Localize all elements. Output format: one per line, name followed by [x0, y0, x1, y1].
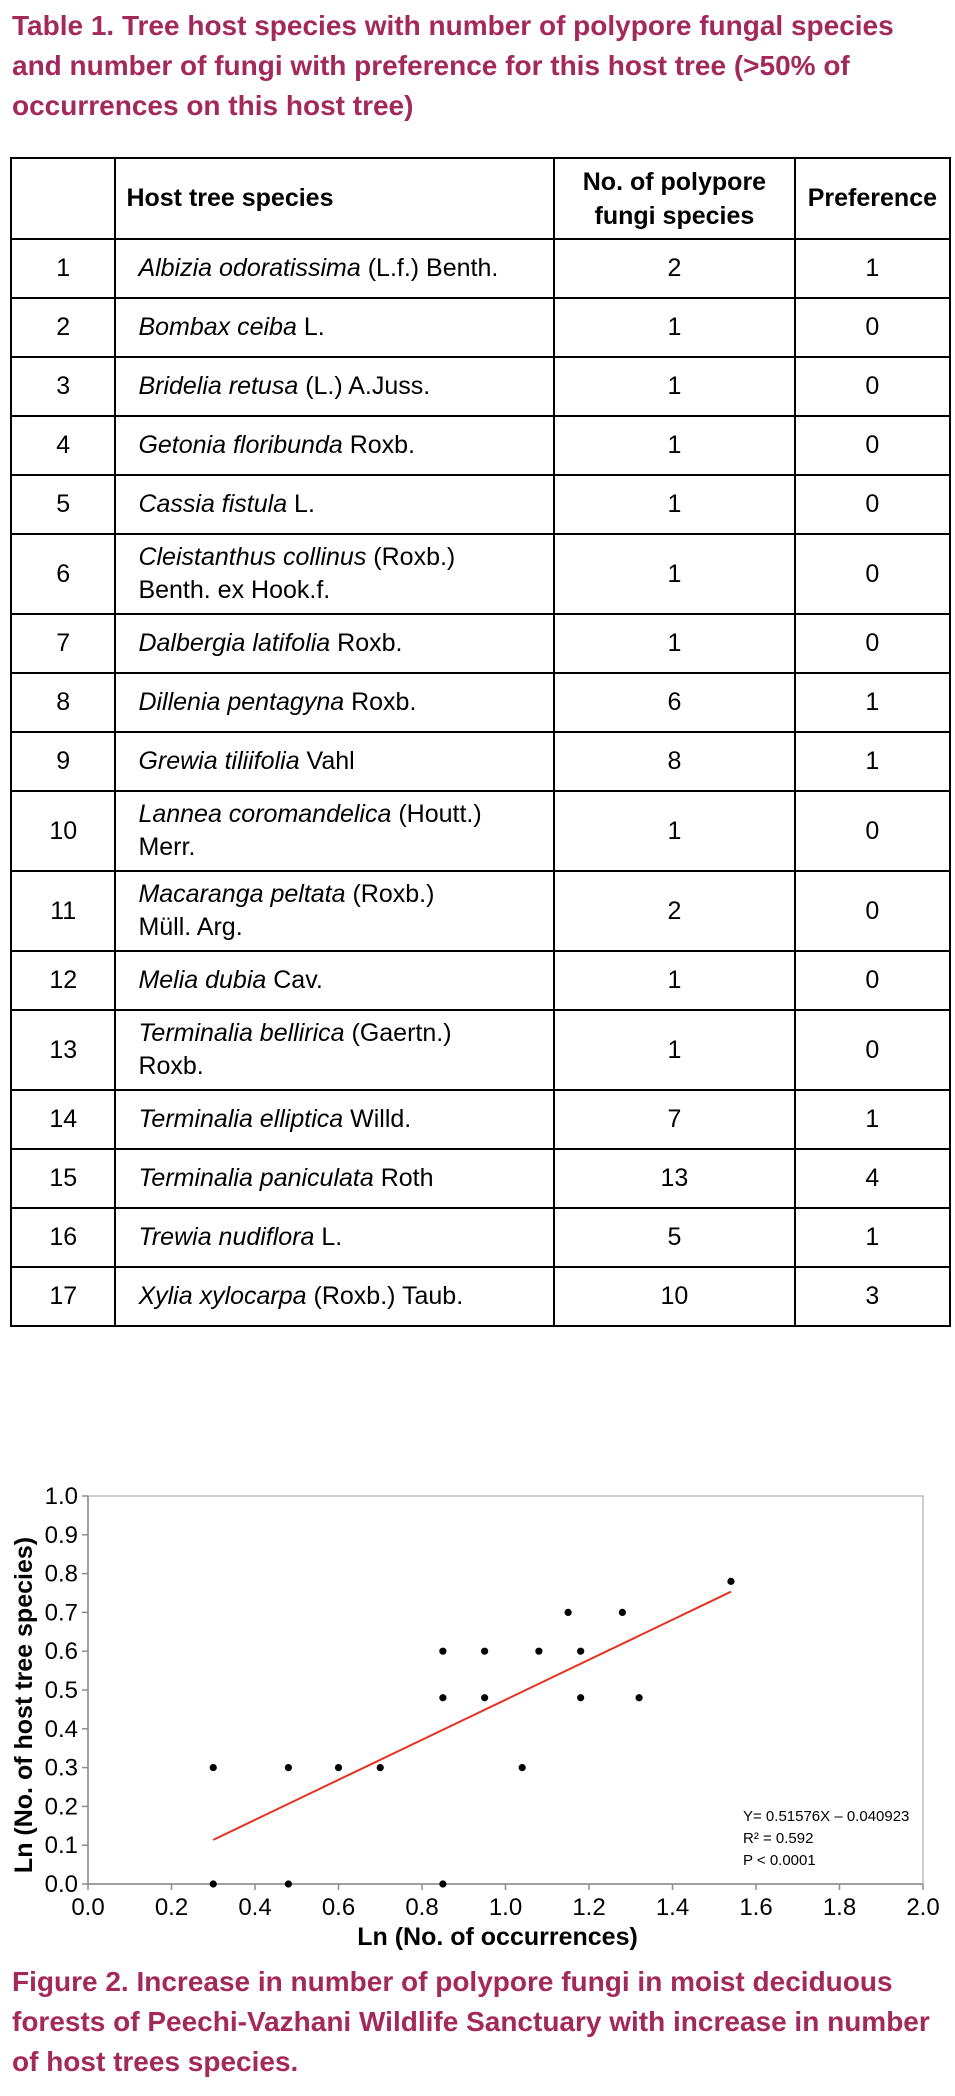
x-tick-label: 0.4	[238, 1894, 272, 1921]
species-authority: Roxb.	[330, 629, 403, 657]
x-tick-label: 1.2	[572, 1894, 606, 1921]
header-preference: Preference	[795, 158, 950, 239]
species-authority: Willd.	[343, 1105, 412, 1133]
table-row	[11, 1010, 950, 1090]
table-row	[11, 673, 950, 732]
species-authority: (Roxb.)	[366, 543, 456, 571]
x-tick-label: 0.8	[405, 1894, 439, 1921]
fungi-count-cell: 1	[554, 416, 795, 475]
data-point	[565, 1609, 572, 1616]
species-name: Macaranga peltata	[138, 880, 346, 908]
fungi-count-cell: 1	[554, 951, 795, 1010]
data-point	[377, 1764, 384, 1771]
table-row	[11, 298, 950, 357]
preference-cell: 1	[795, 239, 950, 298]
species-authority: L.	[296, 313, 325, 341]
preference-cell: 0	[795, 951, 950, 1010]
row-number: 3	[11, 357, 115, 416]
y-tick-label: 0.2	[44, 1793, 78, 1821]
species-name: Getonia floribunda	[138, 431, 343, 459]
species-name: Grewia tiliifolia	[138, 747, 300, 775]
y-tick-label: 0.8	[44, 1560, 78, 1588]
x-tick-label: 0.6	[321, 1894, 356, 1921]
header-host-tree: Host tree species	[115, 158, 554, 239]
scatter-chart	[0, 1470, 955, 1950]
fungi-count-cell: 7	[554, 1090, 795, 1149]
fungi-count-cell: 1	[554, 614, 795, 673]
preference-cell: 0	[795, 1010, 950, 1090]
row-number: 12	[11, 951, 115, 1010]
x-tick-label: 0.2	[154, 1894, 189, 1921]
species-authority: (Roxb.)	[345, 880, 435, 908]
fungi-count-cell: 8	[554, 732, 795, 791]
host-species-cell	[115, 1010, 554, 1090]
data-point	[727, 1578, 734, 1585]
table-row	[11, 951, 950, 1010]
fungi-count-cell: 1	[554, 1010, 795, 1090]
table-row	[11, 1208, 950, 1267]
species-name: Terminalia paniculata	[138, 1164, 374, 1192]
header-fungi-line1: No. of polypore	[582, 167, 767, 196]
species-name: Cleistanthus collinus	[138, 543, 367, 571]
table-row	[11, 416, 950, 475]
trend-line	[213, 1592, 731, 1840]
species-authority: Roxb.	[344, 688, 417, 716]
preference-cell: 0	[795, 416, 950, 475]
y-tick-label: 0.3	[44, 1754, 78, 1782]
data-point	[285, 1880, 292, 1887]
y-tick-label: 0.1	[44, 1832, 78, 1860]
preference-cell: 0	[795, 357, 950, 416]
data-point	[481, 1648, 488, 1655]
x-tick-label: 1.6	[739, 1894, 773, 1921]
species-authority-continued: Benth. ex Hook.f.	[138, 576, 331, 604]
figure-caption: Figure 2. Increase in number of polypore fungi in moist deciduous forests of Peechi-Vazhani Wildlife Sanctuary with increase in number of host trees species.	[12, 1966, 930, 2077]
header-fungi-count	[554, 158, 795, 239]
preference-cell: 4	[795, 1149, 950, 1208]
fungi-count-cell: 1	[554, 475, 795, 534]
row-number: 5	[11, 475, 115, 534]
table-row	[11, 871, 950, 951]
fungi-count-cell: 2	[554, 871, 795, 951]
species-authority-continued: Roxb.	[138, 1052, 204, 1080]
host-tree-table	[10, 157, 951, 1327]
table-row	[11, 475, 950, 534]
preference-cell: 0	[795, 871, 950, 951]
table-row	[11, 1090, 950, 1149]
table-row	[11, 239, 950, 298]
table-row	[11, 791, 950, 871]
table-row	[11, 357, 950, 416]
y-tick-label: 0.6	[44, 1638, 78, 1666]
row-number: 8	[11, 673, 115, 732]
fungi-count-cell: 13	[554, 1149, 795, 1208]
table-header-row	[11, 158, 950, 239]
species-authority: Cav.	[266, 966, 323, 994]
y-tick-label: 0.0	[44, 1871, 78, 1898]
preference-cell: 3	[795, 1267, 950, 1326]
host-species-cell	[115, 298, 554, 357]
species-authority: (Houtt.)	[391, 800, 482, 828]
fungi-count-cell: 2	[554, 239, 795, 298]
species-authority: (Roxb.) Taub.	[306, 1282, 464, 1310]
preference-cell: 0	[795, 791, 950, 871]
preference-cell: 0	[795, 534, 950, 614]
data-point	[439, 1694, 446, 1701]
row-number: 13	[11, 1010, 115, 1090]
species-name: Bombax ceiba	[138, 313, 297, 341]
species-name: Dillenia pentagyna	[138, 688, 345, 716]
host-species-cell	[115, 791, 554, 871]
host-species-cell	[115, 951, 554, 1010]
preference-cell: 0	[795, 298, 950, 357]
x-tick-label: 2.0	[906, 1894, 940, 1921]
preference-cell: 0	[795, 475, 950, 534]
plot-area-border	[88, 1496, 923, 1884]
species-authority: (L.) A.Juss.	[298, 372, 431, 400]
x-tick-label: 1.8	[822, 1894, 857, 1921]
species-authority-continued: Merr.	[138, 833, 196, 861]
row-number: 17	[11, 1267, 115, 1326]
y-tick-label: 0.7	[44, 1599, 78, 1627]
data-point	[619, 1609, 626, 1616]
species-name: Xylia xylocarpa	[138, 1282, 307, 1310]
species-name: Terminalia elliptica	[138, 1105, 344, 1133]
fungi-count-cell: 6	[554, 673, 795, 732]
fungi-count-cell: 1	[554, 357, 795, 416]
row-number: 4	[11, 416, 115, 475]
row-number: 7	[11, 614, 115, 673]
fungi-count-cell: 10	[554, 1267, 795, 1326]
data-point	[210, 1880, 217, 1887]
species-authority: Roth	[373, 1164, 434, 1192]
x-tick-label: 1.4	[655, 1894, 690, 1921]
row-number: 10	[11, 791, 115, 871]
table-row	[11, 1149, 950, 1208]
host-species-cell	[115, 732, 554, 791]
host-species-cell	[115, 1208, 554, 1267]
host-species-cell	[115, 871, 554, 951]
row-number: 1	[11, 239, 115, 298]
host-species-cell	[115, 1149, 554, 1208]
species-name: Trewia nudiflora	[138, 1223, 315, 1251]
species-authority-continued: Müll. Arg.	[138, 913, 243, 941]
species-authority: Roxb.	[342, 431, 416, 459]
data-point	[481, 1694, 488, 1701]
host-species-cell	[115, 475, 554, 534]
row-number: 6	[11, 534, 115, 614]
data-point	[636, 1694, 643, 1701]
x-tick-label: 0.0	[71, 1894, 105, 1921]
fungi-count-cell: 5	[554, 1208, 795, 1267]
y-tick-label: 0.9	[44, 1521, 78, 1549]
host-species-cell	[115, 239, 554, 298]
row-number: 14	[11, 1090, 115, 1149]
species-authority: (L.f.) Benth.	[360, 254, 499, 282]
regression-annotation: P < 0.0001	[743, 1852, 816, 1869]
x-tick-label: 1.0	[488, 1894, 523, 1921]
data-point	[439, 1648, 446, 1655]
header-fungi-line2: fungi species	[594, 201, 755, 230]
preference-cell: 1	[795, 1090, 950, 1149]
y-tick-label: 0.5	[44, 1677, 78, 1704]
fungi-count-cell: 1	[554, 298, 795, 357]
y-axis-label: Ln (No. of host tree species)	[10, 1536, 38, 1874]
preference-cell: 0	[795, 614, 950, 673]
host-species-cell	[115, 614, 554, 673]
species-name: Terminalia bellirica	[138, 1019, 345, 1047]
species-name: Melia dubia	[138, 966, 267, 994]
preference-cell: 1	[795, 732, 950, 791]
species-authority: (Gaertn.)	[344, 1019, 452, 1047]
host-species-cell	[115, 1267, 554, 1326]
species-name: Albizia odoratissima	[138, 254, 361, 282]
table-row	[11, 534, 950, 614]
data-point	[335, 1764, 342, 1771]
fungi-count-cell: 1	[554, 534, 795, 614]
row-number: 9	[11, 732, 115, 791]
species-name: Cassia fistula	[138, 490, 288, 518]
y-tick-label: 1.0	[44, 1483, 78, 1510]
preference-cell: 1	[795, 1208, 950, 1267]
data-point	[285, 1764, 292, 1771]
data-point	[577, 1648, 584, 1655]
row-number: 15	[11, 1149, 115, 1208]
header-index	[11, 158, 115, 239]
species-name: Bridelia retusa	[138, 372, 299, 400]
species-authority: Vahl	[299, 747, 355, 775]
data-point	[577, 1694, 584, 1701]
x-axis-label: Ln (No. of occurrences)	[357, 1923, 638, 1950]
table-row	[11, 732, 950, 791]
data-point	[519, 1764, 526, 1771]
table-body	[11, 239, 950, 1326]
host-species-cell	[115, 534, 554, 614]
preference-cell: 1	[795, 673, 950, 732]
species-authority: L.	[287, 490, 315, 518]
host-species-cell	[115, 357, 554, 416]
host-species-cell	[115, 673, 554, 732]
species-name: Lannea coromandelica	[138, 800, 392, 828]
table-row	[11, 614, 950, 673]
row-number: 16	[11, 1208, 115, 1267]
data-point	[439, 1880, 446, 1887]
regression-annotation: R² = 0.592	[743, 1830, 814, 1847]
table-row	[11, 1267, 950, 1326]
table-caption: Table 1. Tree host species with number of polypore fungal species and number of fungi with preference for this host tree (>50% of occurrences on this host tree)	[12, 10, 894, 121]
species-name: Dalbergia latifolia	[138, 629, 331, 657]
data-point	[535, 1648, 542, 1655]
regression-annotation: Y= 0.51576X – 0.040923	[743, 1808, 910, 1825]
fungi-count-cell: 1	[554, 791, 795, 871]
host-species-cell	[115, 1090, 554, 1149]
row-number: 2	[11, 298, 115, 357]
host-species-cell	[115, 416, 554, 475]
y-tick-label: 0.4	[44, 1715, 78, 1743]
row-number: 11	[11, 871, 115, 951]
species-authority: L.	[314, 1223, 343, 1251]
data-point	[210, 1764, 217, 1771]
